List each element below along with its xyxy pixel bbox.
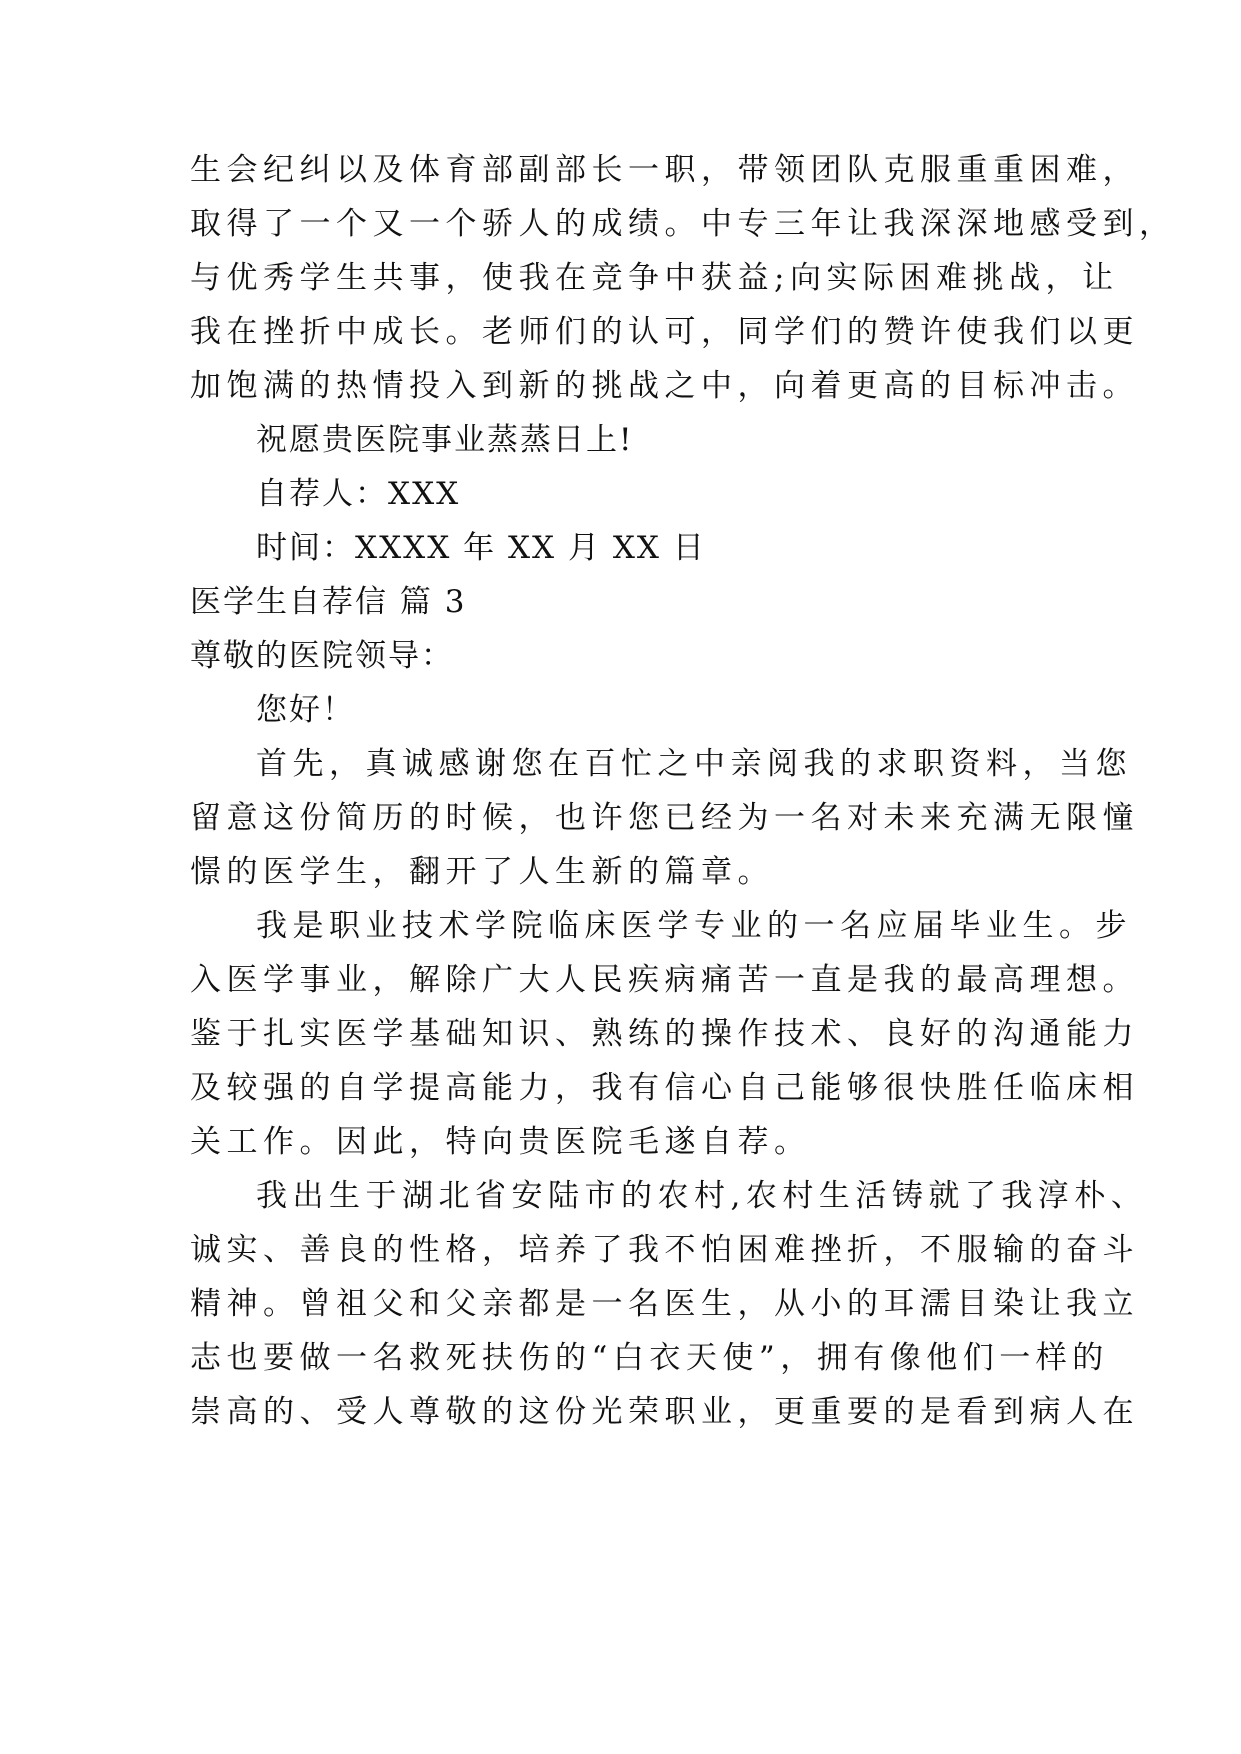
date-line: 时间：XXXX 年 XX 月 XX 日	[256, 530, 706, 566]
salutation: 尊敬的医院领导：	[190, 638, 454, 674]
paragraph-line: 崇高的、受人尊敬的这份光荣职业，更重要的是看到病人在	[190, 1394, 1139, 1430]
paragraph-line: 及较强的自学提高能力，我有信心自己能够很快胜任临床相	[190, 1070, 1139, 1106]
paragraph-line: 留意这份简历的时候，也许您已经为一名对未来充满无限憧	[190, 800, 1139, 836]
paragraph-line: 关工作。因此，特向贵医院毛遂自荐。	[190, 1124, 811, 1160]
paragraph-line: 入医学事业，解除广大人民疾病痛苦一直是我的最高理想。	[190, 962, 1139, 998]
paragraph-line: 我出生于湖北省安陆市的农村,农村生活铸就了我淳朴、	[256, 1178, 1148, 1214]
paragraph-line: 憬的医学生，翻开了人生新的篇章。	[190, 854, 774, 890]
section-title: 医学生自荐信 篇 3	[190, 584, 467, 620]
paragraph-line: 我是职业技术学院临床医学专业的一名应届毕业生。步	[256, 908, 1132, 944]
paragraph-line: 首先，真诚感谢您在百忙之中亲阅我的求职资料，当您	[256, 746, 1132, 782]
greeting: 您好！	[256, 692, 355, 728]
paragraph-line: 诚实、善良的性格，培养了我不怕困难挫折，不服输的奋斗	[190, 1232, 1139, 1268]
paragraph-line: 志也要做一名救死扶伤的“白衣天使”，拥有像他们一样的	[190, 1340, 1109, 1376]
paragraph-line: 生会纪纠以及体育部副部长一职，带领团队克服重重困难，	[190, 152, 1139, 188]
signature-line: 自荐人：XXX	[256, 476, 461, 512]
paragraph-line: 取得了一个又一个骄人的成绩。中专三年让我深深地感受到，	[190, 206, 1176, 242]
paragraph-line: 加饱满的热情投入到新的挑战之中，向着更高的目标冲击。	[190, 368, 1139, 404]
closing-wish: 祝愿贵医院事业蒸蒸日上!	[256, 422, 634, 458]
paragraph-line: 鉴于扎实医学基础知识、熟练的操作技术、良好的沟通能力	[190, 1016, 1139, 1052]
paragraph-line: 精神。曾祖父和父亲都是一名医生，从小的耳濡目染让我立	[190, 1286, 1139, 1322]
paragraph-line: 与优秀学生共事，使我在竞争中获益;向实际困难挑战，让	[190, 260, 1119, 296]
paragraph-line: 我在挫折中成长。老师们的认可，同学们的赞许使我们以更	[190, 314, 1139, 350]
